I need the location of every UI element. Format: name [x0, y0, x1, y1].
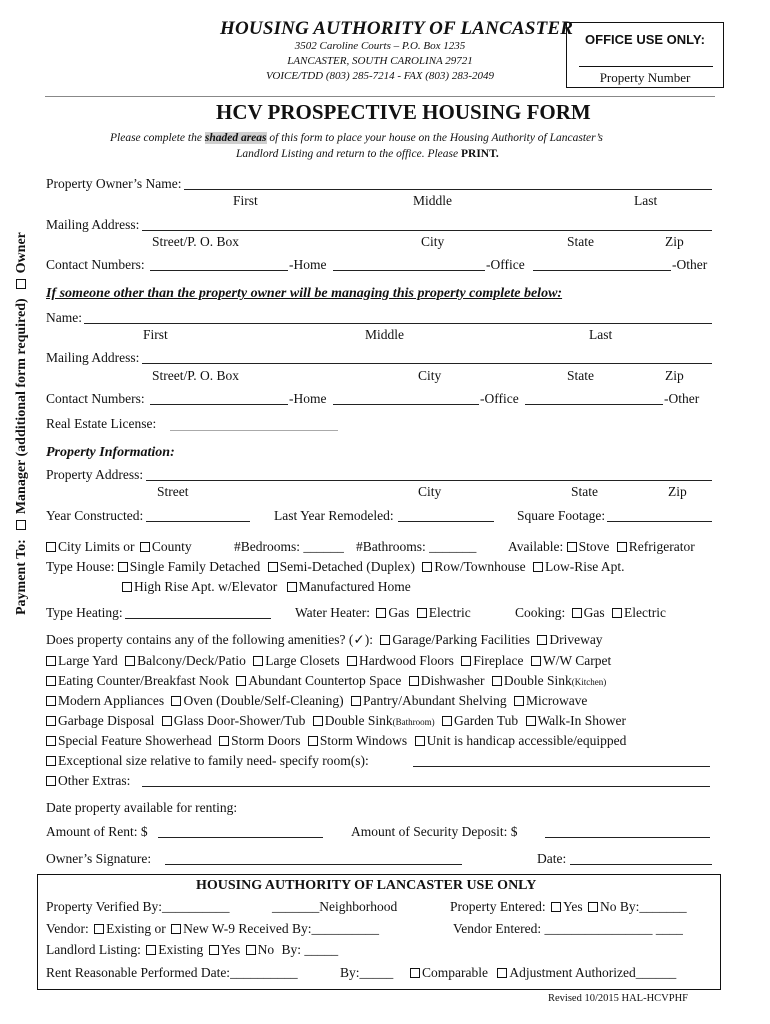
- owner-office-input[interactable]: [333, 270, 485, 271]
- verified-by-field[interactable]: Property Verified By:__________: [46, 899, 230, 914]
- deposit-input[interactable]: [545, 837, 710, 838]
- location-row: [46, 539, 192, 555]
- bathrooms-field[interactable]: #Bathrooms: _______: [356, 539, 477, 554]
- exceptional-size-input[interactable]: [413, 766, 710, 767]
- amenities-row-6: [46, 733, 626, 749]
- vendor-existing-label: Existing or: [106, 921, 166, 936]
- year-constructed-label: Year Constructed:: [46, 508, 144, 523]
- garden-tub-label: Garden Tub: [454, 713, 519, 728]
- listing-no-label: No: [257, 942, 275, 957]
- property-address-label: Property Address:: [46, 467, 144, 482]
- garbage-disposal-checkbox[interactable]: [46, 716, 56, 726]
- license-input[interactable]: [170, 430, 338, 431]
- row-townhouse-checkbox[interactable]: [422, 562, 432, 572]
- manager-city-caption: City: [418, 368, 442, 383]
- comparable-checkbox[interactable]: [410, 968, 420, 978]
- owner-home-input[interactable]: [150, 270, 288, 271]
- comparable-row: [410, 965, 676, 981]
- owner-middle-caption: Middle: [413, 193, 452, 208]
- listing-by-field[interactable]: By: _____: [281, 942, 339, 957]
- square-footage-input[interactable]: [607, 521, 712, 522]
- adjustment-checkbox[interactable]: [497, 968, 507, 978]
- rent-reasonable-by-field[interactable]: By:_____: [340, 965, 394, 980]
- type-heating-input[interactable]: [125, 618, 271, 619]
- vendor-new-checkbox[interactable]: [171, 924, 181, 934]
- address-line-3: VOICE/TDD (803) 285-7214 - FAX (803) 283-2049: [266, 70, 494, 82]
- entered-no-by-label: No By:_______: [600, 899, 687, 914]
- cooking-label: Cooking:: [515, 605, 566, 620]
- single-family-checkbox[interactable]: [118, 562, 128, 572]
- address-line-1: 3502 Caroline Courts – P.O. Box 1235: [294, 40, 466, 52]
- ww-carpet-checkbox[interactable]: [531, 656, 541, 666]
- garden-tub-checkbox[interactable]: [442, 716, 452, 726]
- manager-zip-caption: Zip: [665, 368, 684, 383]
- cooking-electric-label: Electric: [624, 605, 666, 620]
- owner-home-caption: -Home: [289, 257, 327, 272]
- county-checkbox[interactable]: [140, 542, 150, 552]
- owner-state-caption: State: [567, 234, 594, 249]
- glass-door-checkbox[interactable]: [162, 716, 172, 726]
- amenities-row-4: [46, 693, 587, 709]
- manager-first-caption: First: [143, 327, 168, 342]
- owner-other-caption: -Other: [672, 257, 708, 272]
- amenities-question: Does property contains any of the following amenities? (✓):: [46, 632, 373, 647]
- property-heading: Property Information:: [46, 445, 175, 460]
- garage-checkbox[interactable]: [380, 635, 390, 645]
- available-row: [508, 539, 695, 555]
- manufactured-label: Manufactured Home: [298, 579, 411, 594]
- other-extras-label: Other Extras:: [58, 773, 131, 788]
- instructions-text-c: Landlord Listing and return to the office. Please: [236, 148, 459, 160]
- manager-name-label: Name:: [46, 310, 82, 325]
- instructions-text-a: Please complete the: [110, 132, 202, 144]
- instructions-text-b: of this form to place your house on the Housing Authority of Lancaster’s: [269, 132, 603, 144]
- water-heater-gas-checkbox[interactable]: [376, 608, 386, 618]
- city-limits-checkbox[interactable]: [46, 542, 56, 552]
- vendor-new-w9-label: New W-9 Received By:__________: [183, 921, 379, 936]
- office-use-title: OFFICE USE ONLY:: [585, 32, 705, 47]
- handicap-checkbox[interactable]: [415, 736, 425, 746]
- microwave-checkbox[interactable]: [514, 696, 524, 706]
- water-heater-label: Water Heater:: [295, 605, 370, 620]
- double-sink-bath-label: Double Sink: [324, 713, 393, 728]
- amenities-row-5: [46, 713, 626, 729]
- microwave-label: Microwave: [525, 693, 588, 708]
- pantry-checkbox[interactable]: [351, 696, 361, 706]
- storm-windows-checkbox[interactable]: [308, 736, 318, 746]
- listing-no-checkbox[interactable]: [246, 945, 256, 955]
- exceptional-size-checkbox[interactable]: [46, 756, 56, 766]
- property-number-label: Property Number: [599, 70, 691, 85]
- owner-label: Owner: [14, 232, 29, 274]
- vendor-existing-checkbox[interactable]: [94, 924, 104, 934]
- semi-detached-label: Semi-Detached (Duplex): [279, 559, 415, 574]
- water-heater-row: [295, 605, 471, 621]
- owner-checkbox[interactable]: [16, 279, 26, 289]
- water-heater-electric-checkbox[interactable]: [417, 608, 427, 618]
- amenities-row-8: [46, 773, 130, 789]
- office-use-box: [566, 22, 724, 88]
- large-closets-label: Large Closets: [265, 653, 340, 668]
- bedrooms-field[interactable]: #Bedrooms: ______: [234, 539, 344, 554]
- entered-yes-checkbox[interactable]: [551, 902, 561, 912]
- abundant-counter-label: Abundant Countertop Space: [248, 673, 402, 688]
- other-extras-input[interactable]: [142, 786, 710, 787]
- listing-existing-checkbox[interactable]: [146, 945, 156, 955]
- property-zip-caption: Zip: [668, 484, 687, 499]
- storm-doors-checkbox[interactable]: [219, 736, 229, 746]
- manager-checkbox[interactable]: [16, 520, 26, 530]
- refrigerator-checkbox[interactable]: [617, 542, 627, 552]
- instructions-shaded: shaded areas: [204, 132, 267, 144]
- driveway-checkbox[interactable]: [537, 635, 547, 645]
- instructions-print: PRINT.: [461, 148, 499, 160]
- rent-input[interactable]: [158, 837, 323, 838]
- vendor-entered-field[interactable]: Vendor Entered: ________________ ____: [453, 921, 683, 936]
- manager-contact-label: Contact Numbers:: [46, 391, 145, 406]
- cooking-gas-label: Gas: [583, 605, 605, 620]
- header-divider: [45, 96, 715, 97]
- manager-label: Manager (additional form required): [14, 298, 29, 515]
- listing-yes-label: Yes: [220, 942, 241, 957]
- manager-other-caption: -Other: [664, 391, 700, 406]
- owner-name-label: Property Owner’s Name:: [46, 176, 182, 191]
- low-rise-checkbox[interactable]: [533, 562, 543, 572]
- large-yard-checkbox[interactable]: [46, 656, 56, 666]
- property-number-line[interactable]: [579, 66, 713, 67]
- glass-door-label: Glass Door-Shower/Tub: [173, 713, 306, 728]
- eating-counter-checkbox[interactable]: [46, 676, 56, 686]
- revision-footer: Revised 10/2015 HAL-HCVPHF: [548, 993, 689, 1004]
- rent-label: Amount of Rent: $: [46, 824, 148, 839]
- ww-carpet-label: W/W Carpet: [542, 653, 612, 668]
- large-closets-checkbox[interactable]: [253, 656, 263, 666]
- property-entered-row: [450, 899, 687, 915]
- owner-city-caption: City: [421, 234, 445, 249]
- last-remodeled-label: Last Year Remodeled:: [274, 508, 394, 523]
- address-line-2: LANCASTER, SOUTH CAROLINA 29721: [287, 55, 473, 67]
- manager-heading: If someone other than the property owner will be managing this property complete below:: [46, 286, 563, 301]
- double-sink-bath-checkbox[interactable]: [313, 716, 323, 726]
- cooking-electric-checkbox[interactable]: [612, 608, 622, 618]
- single-family-label: Single Family Detached: [129, 559, 261, 574]
- owner-mailing-input[interactable]: [142, 230, 712, 231]
- manager-street-caption: Street/P. O. Box: [152, 368, 240, 383]
- owner-first-caption: First: [233, 193, 258, 208]
- manager-name-input[interactable]: [84, 323, 712, 324]
- semi-detached-checkbox[interactable]: [268, 562, 278, 572]
- type-house-row: [46, 559, 625, 575]
- manager-mailing-input[interactable]: [142, 363, 712, 364]
- pantry-label: Pantry/Abundant Shelving: [362, 693, 507, 708]
- payment-to-sidebar: [14, 232, 30, 615]
- payment-to-label: Payment To:: [14, 539, 29, 615]
- owner-mailing-label: Mailing Address:: [46, 217, 140, 232]
- fireplace-label: Fireplace: [473, 653, 524, 668]
- property-city-caption: City: [418, 484, 442, 499]
- manager-home-input[interactable]: [150, 404, 288, 405]
- form-title: HCV PROSPECTIVE HOUSING FORM: [216, 100, 591, 124]
- deposit-label: Amount of Security Deposit: $: [351, 824, 518, 839]
- listing-yes-checkbox[interactable]: [209, 945, 219, 955]
- entered-yes-label: Yes: [562, 899, 583, 914]
- date-input[interactable]: [570, 864, 712, 865]
- manager-other-input[interactable]: [525, 404, 663, 405]
- handicap-label: Unit is handicap accessible/equipped: [426, 733, 627, 748]
- property-state-caption: State: [571, 484, 598, 499]
- type-heating-label: Type Heating:: [46, 605, 123, 620]
- garbage-disposal-label: Garbage Disposal: [58, 713, 155, 728]
- date-available-label: Date property available for renting:: [46, 800, 238, 815]
- double-sink-kitchen-checkbox[interactable]: [492, 676, 502, 686]
- exceptional-size-label: Exceptional size relative to family need- specify room(s):: [58, 753, 369, 768]
- amenities-row-7: [46, 753, 369, 769]
- stove-checkbox[interactable]: [567, 542, 577, 552]
- manager-last-caption: Last: [589, 327, 613, 342]
- org-title: HOUSING AUTHORITY OF LANCASTER: [220, 18, 574, 39]
- landlord-listing-row: [46, 942, 338, 958]
- owner-name-input[interactable]: [184, 189, 712, 190]
- water-heater-gas-label: Gas: [388, 605, 410, 620]
- owner-office-caption: -Office: [486, 257, 525, 272]
- type-house-row-2: [122, 579, 411, 595]
- instructions-line-1: [110, 132, 603, 144]
- dishwasher-label: Dishwasher: [420, 673, 485, 688]
- hardwood-label: Hardwood Floors: [358, 653, 454, 668]
- cooking-row: [515, 605, 666, 621]
- balcony-checkbox[interactable]: [125, 656, 135, 666]
- county-label: County: [151, 539, 192, 554]
- year-constructed-input[interactable]: [146, 521, 250, 522]
- high-rise-checkbox[interactable]: [122, 582, 132, 592]
- type-house-label: Type House:: [46, 559, 115, 574]
- other-extras-checkbox[interactable]: [46, 776, 56, 786]
- garage-label: Garage/Parking Facilities: [392, 632, 530, 647]
- row-townhouse-label: Row/Townhouse: [434, 559, 526, 574]
- manager-mailing-label: Mailing Address:: [46, 350, 140, 365]
- manager-middle-caption: Middle: [365, 327, 404, 342]
- storm-doors-label: Storm Doors: [231, 733, 301, 748]
- dishwasher-checkbox[interactable]: [409, 676, 419, 686]
- balcony-label: Balcony/Deck/Patio: [137, 653, 246, 668]
- low-rise-label: Low-Rise Apt.: [545, 559, 625, 574]
- manager-office-input[interactable]: [333, 404, 479, 405]
- storm-windows-label: Storm Windows: [319, 733, 408, 748]
- amenities-row-3: [46, 673, 606, 689]
- hardwood-checkbox[interactable]: [347, 656, 357, 666]
- walk-in-shower-checkbox[interactable]: [526, 716, 536, 726]
- landlord-listing-label: Landlord Listing:: [46, 942, 141, 957]
- instructions-line-2: [236, 148, 499, 160]
- amenities-row-1: [46, 632, 603, 648]
- vendor-label: Vendor:: [46, 921, 89, 936]
- property-address-input[interactable]: [146, 480, 712, 481]
- abundant-counter-checkbox[interactable]: [236, 676, 246, 686]
- entered-no-checkbox[interactable]: [588, 902, 598, 912]
- driveway-label: Driveway: [549, 632, 603, 647]
- listing-existing-label: Existing: [158, 942, 204, 957]
- property-street-caption: Street: [157, 484, 189, 499]
- license-label: Real Estate License:: [46, 416, 157, 431]
- city-limits-label: City Limits or: [58, 539, 135, 554]
- owner-street-caption: Street/P. O. Box: [152, 234, 240, 249]
- neighborhood-field[interactable]: _______Neighborhood: [272, 899, 398, 914]
- manager-home-caption: -Home: [289, 391, 327, 406]
- stove-label: Stove: [578, 539, 610, 554]
- water-heater-electric-label: Electric: [428, 605, 471, 620]
- special-showerhead-checkbox[interactable]: [46, 736, 56, 746]
- cooking-gas-checkbox[interactable]: [572, 608, 582, 618]
- oven-label: Oven (Double/Self-Cleaning): [183, 693, 344, 708]
- owner-other-input[interactable]: [533, 270, 671, 271]
- owner-zip-caption: Zip: [665, 234, 684, 249]
- bath-note: (Bathroom): [392, 717, 435, 727]
- hal-use-only-title: HOUSING AUTHORITY OF LANCASTER USE ONLY: [196, 878, 537, 893]
- manufactured-checkbox[interactable]: [287, 582, 297, 592]
- modern-appliances-checkbox[interactable]: [46, 696, 56, 706]
- refrigerator-label: Refrigerator: [628, 539, 695, 554]
- manager-state-caption: State: [567, 368, 594, 383]
- amenities-row-2: [46, 653, 611, 669]
- oven-checkbox[interactable]: [171, 696, 181, 706]
- eating-counter-label: Eating Counter/Breakfast Nook: [58, 673, 229, 688]
- kitchen-note: (Kitchen): [571, 677, 607, 687]
- owner-contact-label: Contact Numbers:: [46, 257, 145, 272]
- fireplace-checkbox[interactable]: [461, 656, 471, 666]
- last-remodeled-input[interactable]: [398, 521, 494, 522]
- double-sink-kitchen-label: Double Sink: [503, 673, 572, 688]
- large-yard-label: Large Yard: [58, 653, 118, 668]
- signature-label: Owner’s Signature:: [46, 851, 152, 866]
- property-entered-label: Property Entered:: [450, 899, 546, 914]
- high-rise-label: High Rise Apt. w/Elevator: [134, 579, 278, 594]
- walk-in-shower-label: Walk-In Shower: [537, 713, 627, 728]
- signature-input[interactable]: [165, 864, 462, 865]
- square-footage-label: Square Footage:: [517, 508, 606, 523]
- available-label: Available:: [508, 539, 564, 554]
- rent-reasonable-field[interactable]: Rent Reasonable Performed Date:__________: [46, 965, 298, 980]
- manager-office-caption: -Office: [480, 391, 519, 406]
- adjustment-label: Adjustment Authorized______: [509, 965, 677, 980]
- comparable-label: Comparable: [422, 965, 488, 980]
- modern-appliances-label: Modern Appliances: [58, 693, 165, 708]
- date-label: Date:: [537, 851, 567, 866]
- owner-last-caption: Last: [634, 193, 658, 208]
- special-showerhead-label: Special Feature Showerhead: [58, 733, 212, 748]
- vendor-row: [46, 921, 379, 937]
